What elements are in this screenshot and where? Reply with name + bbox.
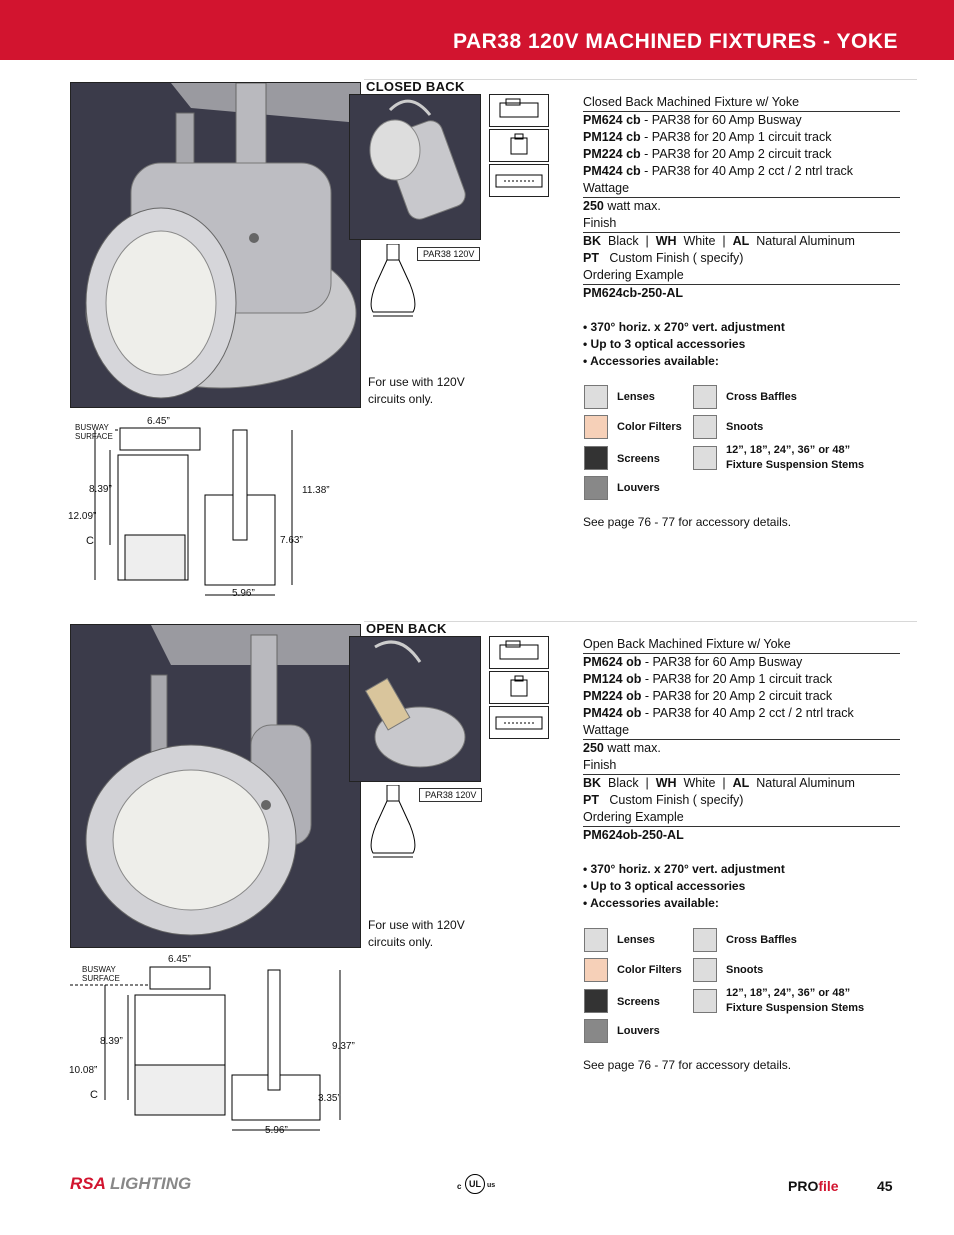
section-label: CLOSED BACK xyxy=(366,79,465,94)
snoots-icon xyxy=(693,415,717,439)
busway-connector-icon xyxy=(489,94,549,127)
busway-connector-icon xyxy=(489,636,549,669)
lenses-icon xyxy=(584,385,608,409)
feature-bullet: • 370° horiz. x 270° vert. adjustment xyxy=(583,862,785,876)
model-row: PM624 ob - PAR38 for 60 Amp Busway xyxy=(583,655,803,669)
spec-block xyxy=(583,94,900,370)
wattage-row: 250 watt max. xyxy=(583,741,661,755)
ordering-heading: Ordering Example xyxy=(583,809,900,827)
accessory-label: Cross Baffles xyxy=(726,934,797,946)
accessory-label: Cross Baffles xyxy=(726,391,797,403)
dim-side-width: 5.96” xyxy=(232,588,255,599)
accessory-label: Louvers xyxy=(617,1025,660,1037)
dimension-drawing xyxy=(70,410,360,605)
cross-baffles-icon xyxy=(693,385,717,409)
accessory-label: Snoots xyxy=(726,421,764,433)
wattage-heading: Wattage xyxy=(583,722,900,740)
accessory-label: Lenses xyxy=(617,934,655,946)
suspension-stems-icon xyxy=(693,989,717,1013)
accessory-label: Fixture Suspension Stems xyxy=(726,1002,865,1014)
profile-series-logo: PROfile xyxy=(788,1178,839,1194)
page-number: 45 xyxy=(877,1178,893,1194)
accessory-label: Color Filters xyxy=(617,964,682,976)
screens-icon xyxy=(584,989,608,1013)
use-note-line-1: For use with 120V xyxy=(368,918,465,932)
fixture-photo-closed-back xyxy=(70,82,361,408)
dim-side-height: 9.37” xyxy=(332,1041,355,1052)
dim-side-width: 5.96” xyxy=(265,1125,288,1136)
dim-width: 6.45” xyxy=(147,416,170,427)
finish-row: BK Black | WH White | AL Natural Aluminum xyxy=(583,234,855,248)
single-circuit-adapter-icon xyxy=(489,129,549,162)
single-circuit-adapter-icon xyxy=(489,671,549,704)
dim-height-2: 10.08” xyxy=(69,1065,98,1076)
suspension-stems-icon xyxy=(693,446,717,470)
dim-height-2: 12.09” xyxy=(68,511,97,522)
dim-width: 6.45” xyxy=(168,954,191,965)
model-row: PM224 ob - PAR38 for 20 Amp 2 circuit track xyxy=(583,689,833,703)
finish-custom-row: PT Custom Finish ( specify) xyxy=(583,793,744,807)
use-note-line-2: circuits only. xyxy=(368,935,434,949)
two-circuit-adapter-icon xyxy=(489,164,549,197)
louvers-icon xyxy=(584,1019,608,1043)
spec-block xyxy=(583,636,900,912)
dim-side-height: 11.38” xyxy=(302,485,330,496)
ul-certification-mark: c UL us xyxy=(457,1174,501,1196)
dim-centerline: C xyxy=(86,535,94,547)
dim-busway-label: BUSWAY xyxy=(82,965,116,974)
dim-surface-label: SURFACE xyxy=(82,974,120,983)
par38-lamp-icon xyxy=(368,785,418,867)
feature-bullet: • Up to 3 optical accessories xyxy=(583,337,746,351)
accessory-label: Color Filters xyxy=(617,421,682,433)
finish-custom-row: PT Custom Finish ( specify) xyxy=(583,251,744,265)
use-note-line-1: For use with 120V xyxy=(368,375,465,389)
fixture-photo-open-back xyxy=(70,624,361,948)
dim-height-1: 8.39” xyxy=(100,1036,123,1047)
finish-heading: Finish xyxy=(583,215,900,233)
snoots-icon xyxy=(693,958,717,982)
model-row: PM124 ob - PAR38 for 20 Amp 1 circuit track xyxy=(583,672,833,686)
dim-surface-label: SURFACE xyxy=(75,432,113,441)
model-row: PM624 cb - PAR38 for 60 Amp Busway xyxy=(583,113,802,127)
feature-bullet: • 370° horiz. x 270° vert. adjustment xyxy=(583,320,785,334)
dim-side-height-2: 3.35” xyxy=(318,1093,341,1104)
ordering-example: PM624cb-250-AL xyxy=(583,286,684,300)
accessory-label: 12”, 18”, 24”, 36” or 48” xyxy=(726,987,851,999)
spec-title: Closed Back Machined Fixture w/ Yoke xyxy=(583,94,900,112)
color-filters-icon xyxy=(584,415,608,439)
section-label: OPEN BACK xyxy=(366,621,447,636)
accessory-label: Fixture Suspension Stems xyxy=(726,459,865,471)
model-row: PM424 cb - PAR38 for 40 Amp 2 cct / 2 ntrl track xyxy=(583,164,854,178)
model-row: PM124 cb - PAR38 for 20 Amp 1 circuit track xyxy=(583,130,832,144)
screens-icon xyxy=(584,446,608,470)
ordering-example: PM624ob-250-AL xyxy=(583,828,684,842)
dim-centerline: C xyxy=(90,1089,98,1101)
model-row: PM424 ob - PAR38 for 40 Amp 2 cct / 2 ntrl track xyxy=(583,706,854,720)
page-title: PAR38 120V MACHINED FIXTURES - YOKE xyxy=(453,30,898,53)
lenses-icon xyxy=(584,928,608,952)
ordering-heading: Ordering Example xyxy=(583,267,900,285)
louvers-icon xyxy=(584,476,608,500)
accessory-label: Screens xyxy=(617,996,660,1008)
fixture-thumbnail xyxy=(349,636,481,782)
accessory-label: Lenses xyxy=(617,391,655,403)
spec-title: Open Back Machined Fixture w/ Yoke xyxy=(583,636,900,654)
fixture-thumbnail xyxy=(349,94,481,240)
accessory-label: Snoots xyxy=(726,964,764,976)
cross-baffles-icon xyxy=(693,928,717,952)
dim-busway-label: BUSWAY xyxy=(75,423,109,432)
accessory-reference-note: See page 76 - 77 for accessory details. xyxy=(583,515,792,529)
rsa-lighting-logo: RSA LIGHTING xyxy=(70,1174,192,1193)
model-row: PM224 cb - PAR38 for 20 Amp 2 circuit track xyxy=(583,147,832,161)
accessory-label: 12”, 18”, 24”, 36” or 48” xyxy=(726,444,851,456)
accessory-reference-note: See page 76 - 77 for accessory details. xyxy=(583,1058,792,1072)
color-filters-icon xyxy=(584,958,608,982)
wattage-heading: Wattage xyxy=(583,180,900,198)
use-note-line-2: circuits only. xyxy=(368,392,434,406)
feature-bullet: • Accessories available: xyxy=(583,354,719,368)
two-circuit-adapter-icon xyxy=(489,706,549,739)
accessory-label: Louvers xyxy=(617,482,660,494)
accessory-label: Screens xyxy=(617,453,660,465)
lamp-tag: PAR38 120V xyxy=(417,247,480,261)
feature-bullet: • Accessories available: xyxy=(583,896,719,910)
finish-row: BK Black | WH White | AL Natural Aluminum xyxy=(583,776,855,790)
dim-side-height-2: 7.63” xyxy=(280,535,303,546)
par38-lamp-icon xyxy=(368,244,418,326)
wattage-row: 250 watt max. xyxy=(583,199,661,213)
finish-heading: Finish xyxy=(583,757,900,775)
dim-height-1: 8.39” xyxy=(89,484,112,495)
lamp-tag: PAR38 120V xyxy=(419,788,482,802)
feature-bullet: • Up to 3 optical accessories xyxy=(583,879,746,893)
